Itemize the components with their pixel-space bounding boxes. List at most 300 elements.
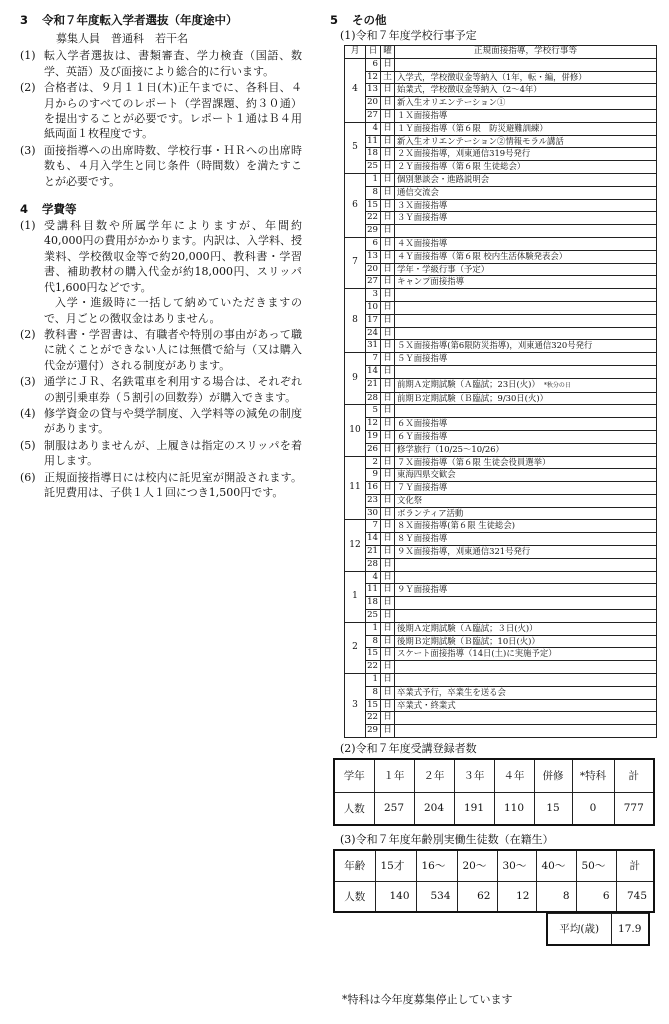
calendar-event-text: ９Ｙ面接指導 [397, 584, 448, 595]
item-text-block [44, 406, 302, 437]
item-number: (5) [20, 438, 36, 452]
calendar-event-text: 始業式，学校徴収金等納入（2～4年） [397, 84, 542, 95]
section-4-items [20, 218, 302, 500]
calendar-event-text: ６Ｙ面接指導 [397, 430, 448, 441]
calendar-row [345, 71, 657, 84]
registration-table [333, 758, 655, 826]
calendar-event-text: 新入生オリエンテーション① [397, 97, 506, 108]
calendar-event [395, 661, 657, 674]
calendar-weekday: 日 [381, 469, 395, 482]
registration-value-cell: 110 [494, 792, 534, 825]
calendar-weekday: 日 [381, 725, 395, 738]
registration-header-row [334, 759, 654, 792]
section-3-items [20, 48, 302, 189]
calendar-weekday: 日 [381, 84, 395, 97]
calendar-weekday: 日 [381, 610, 395, 623]
calendar-event-text: ６Ｘ面接指導 [397, 418, 448, 429]
age-value-cell: 人数 [334, 881, 375, 912]
calendar-event [395, 109, 657, 122]
calendar-day: 7 [366, 520, 381, 533]
calendar-weekday: 日 [381, 661, 395, 674]
calendar-event-text: 後期Ｂ定期試験（Ｂ臨試；10日(火)） [397, 635, 540, 646]
list-item [20, 327, 302, 373]
calendar-day: 8 [366, 686, 381, 699]
calendar-month: 7 [345, 237, 366, 288]
age-header-cell: 15才 [375, 850, 416, 881]
calendar-event [395, 418, 657, 431]
calendar-event [395, 161, 657, 174]
registration-value-cell: 人数 [334, 792, 374, 825]
calendar-day: 19 [366, 430, 381, 443]
average-age-label: 平均(歳) [547, 914, 611, 945]
calendar-event-text: ５Ｙ面接指導 [397, 353, 448, 364]
calendar-weekday: 日 [381, 263, 395, 276]
calendar-event [395, 71, 657, 84]
age-value-cell: 534 [416, 881, 457, 912]
section-3-heading [20, 12, 302, 28]
registration-header-cell: 併修 [534, 759, 572, 792]
calendar-event-text: ３Ｙ面接指導 [397, 212, 448, 223]
calendar-weekday: 日 [381, 340, 395, 353]
calendar-event-text: 東海四県交歓会 [397, 469, 456, 480]
calendar-event [395, 443, 657, 456]
calendar-row [345, 58, 657, 71]
list-item [20, 48, 302, 79]
calendar-day: 4 [366, 571, 381, 584]
calendar-month: 2 [345, 622, 366, 673]
calendar-row [345, 173, 657, 186]
calendar-weekday: 日 [381, 674, 395, 687]
calendar-row [345, 482, 657, 495]
calendar-weekday: 日 [381, 418, 395, 431]
calendar-row [345, 456, 657, 469]
registration-header-cell: ２年 [414, 759, 454, 792]
calendar-month: 6 [345, 173, 366, 237]
age-value-cell: 8 [536, 881, 576, 912]
calendar-row [345, 507, 657, 520]
calendar-day: 17 [366, 314, 381, 327]
calendar-row [345, 635, 657, 648]
calendar-header-events: 正規面接指導，学校行事等 [395, 46, 657, 59]
calendar-weekday: 日 [381, 186, 395, 199]
calendar-event-text: 個別懇談会・進路説明会 [397, 173, 490, 184]
calendar-day: 22 [366, 712, 381, 725]
calendar-row [345, 520, 657, 533]
age-value-cell: 12 [497, 881, 536, 912]
calendar-row [345, 648, 657, 661]
calendar-day: 12 [366, 71, 381, 84]
calendar-weekday: 日 [381, 225, 395, 238]
calendar-weekday: 日 [381, 122, 395, 135]
calendar-row [345, 135, 657, 148]
calendar-weekday: 日 [381, 456, 395, 469]
calendar-event [395, 456, 657, 469]
calendar-day: 25 [366, 161, 381, 174]
calendar-row [345, 533, 657, 546]
age-header-cell: 年齢 [334, 850, 375, 881]
footnote: *特科は今年度募集停止しています [342, 992, 513, 1006]
calendar-day: 21 [366, 546, 381, 559]
calendar-event [395, 301, 657, 314]
calendar-event [395, 148, 657, 161]
registration-header-cell: ３年 [454, 759, 494, 792]
item-text: 合格者は、９月１１日(木)正午までに、各科目、４月からのすべてのレポート（学習課題、約３０通）を提出することが必要です。レポート１通はＢ４用紙両面１枚程度です。 [44, 81, 302, 141]
calendar-row [345, 237, 657, 250]
calendar-weekday: 日 [381, 584, 395, 597]
calendar-day: 11 [366, 584, 381, 597]
calendar-row [345, 725, 657, 738]
age-distribution-table [333, 849, 655, 913]
calendar-day: 13 [366, 84, 381, 97]
item-text-block [44, 80, 302, 142]
calendar-header-month: 月 [345, 46, 366, 59]
calendar-event [395, 533, 657, 546]
calendar-weekday: 日 [381, 712, 395, 725]
calendar-event-text: ８Ｘ面接指導(第６限 生徒総会) [397, 520, 516, 531]
calendar-row [345, 84, 657, 97]
registration-value-cell: 0 [572, 792, 614, 825]
calendar-weekday: 日 [381, 622, 395, 635]
section-5-title: その他 [352, 13, 387, 27]
calendar-event [395, 378, 657, 392]
calendar-weekday: 日 [381, 482, 395, 495]
calendar-event-text: 文化祭 [397, 494, 423, 505]
calendar-event-text: 卒業式予行，卒業生を送る会 [397, 686, 506, 697]
calendar-day: 15 [366, 199, 381, 212]
calendar-weekday: 日 [381, 301, 395, 314]
calendar-event [395, 584, 657, 597]
calendar-weekday: 日 [381, 494, 395, 507]
calendar-day: 18 [366, 148, 381, 161]
calendar-row [345, 353, 657, 366]
calendar-row [345, 661, 657, 674]
calendar-event-text: ４Ｙ面接指導（第６限 校内生活体験発表会） [397, 250, 568, 261]
section-5-number: 5 [330, 13, 339, 27]
calendar-event [395, 648, 657, 661]
section-3-number: 3 [20, 13, 29, 27]
calendar-weekday: 日 [381, 289, 395, 302]
calendar-row [345, 392, 657, 405]
calendar-day: 20 [366, 97, 381, 110]
age-header-row [334, 850, 654, 881]
item-number: (1) [20, 49, 36, 63]
calendar-weekday: 日 [381, 533, 395, 546]
calendar-day: 15 [366, 699, 381, 712]
section-transfer-admission [20, 12, 302, 189]
calendar-row [345, 250, 657, 263]
calendar-day: 18 [366, 597, 381, 610]
calendar-row [345, 276, 657, 289]
calendar-row [345, 558, 657, 571]
item-number: (1) [20, 219, 36, 233]
calendar-event [395, 84, 657, 97]
right-column [330, 12, 660, 1007]
calendar-weekday: 日 [381, 109, 395, 122]
calendar-weekday: 日 [381, 699, 395, 712]
item-number: (2) [20, 327, 36, 341]
section-5-heading [330, 12, 660, 28]
calendar-row [345, 622, 657, 635]
calendar-body [345, 58, 657, 737]
calendar-weekday: 日 [381, 558, 395, 571]
calendar-event [395, 186, 657, 199]
calendar-day: 8 [366, 635, 381, 648]
calendar-event [395, 263, 657, 276]
calendar-day: 13 [366, 250, 381, 263]
item-text: 転入学者選抜は、書類審査、学力検査（国語、数学、英語）及び面接により総合的に行います。 [44, 49, 302, 78]
calendar-event [395, 622, 657, 635]
registration-value-cell: 777 [614, 792, 654, 825]
calendar-weekday: 日 [381, 161, 395, 174]
calendar-event [395, 353, 657, 366]
registration-values-row [334, 792, 654, 825]
age-header-cell: 50～ [576, 850, 616, 881]
registration-header-cell: ４年 [494, 759, 534, 792]
list-item [20, 374, 302, 405]
item-text-block [44, 143, 302, 189]
calendar-row [345, 610, 657, 623]
calendar-row [345, 109, 657, 122]
section-3-title: 令和７年度転入学者選抜（年度途中） [42, 13, 238, 27]
average-age-table [546, 913, 650, 946]
calendar-event-text: ボランティア活動 [397, 507, 464, 518]
calendar-weekday: 日 [381, 97, 395, 110]
calendar-row [345, 712, 657, 725]
calendar-month: 4 [345, 58, 366, 122]
calendar-day: 29 [366, 725, 381, 738]
calendar-day: 2 [366, 456, 381, 469]
calendar-month: 12 [345, 520, 366, 571]
calendar-weekday: 日 [381, 648, 395, 661]
item-text: 修学資金の貸与や奨学制度、入学料等の減免の制度があります。 [44, 406, 302, 436]
calendar-day: 29 [366, 225, 381, 238]
registration-header-cell: *特科 [572, 759, 614, 792]
calendar-day: 7 [366, 353, 381, 366]
age-header-cell: 計 [616, 850, 654, 881]
calendar-row [345, 699, 657, 712]
age-value-cell: 6 [576, 881, 616, 912]
calendar-event-text: ９Ｘ面接指導，刈東通信321号発行 [397, 546, 531, 557]
calendar-row [345, 405, 657, 418]
age-header-cell: 20～ [457, 850, 497, 881]
calendar-event-text: キャンプ面接指導 [397, 276, 464, 287]
calendar-day: 22 [366, 661, 381, 674]
list-item [20, 80, 302, 142]
calendar-event-text: 新入生オリエンテーション②情報モラル講話 [397, 135, 564, 146]
average-age-value: 17.9 [611, 914, 649, 945]
item-text-block [44, 438, 302, 469]
calendar-event-text: 入学式，学校徴収金等納入（1年，転・編，併修） [397, 71, 587, 82]
item-extra-text: 入学・進級時に一括して納めていただきますので、月ごとの徴収金はありません。 [44, 296, 302, 325]
calendar-row [345, 674, 657, 687]
calendar-month: 5 [345, 122, 366, 173]
calendar-event-text: スケート面接指導（14日(土)に実施予定） [397, 648, 557, 659]
calendar-row [345, 686, 657, 699]
calendar-day: 21 [366, 378, 381, 392]
calendar-day: 28 [366, 392, 381, 405]
age-header-cell: 40～ [536, 850, 576, 881]
calendar-weekday: 日 [381, 135, 395, 148]
calendar-day: 9 [366, 469, 381, 482]
calendar-weekday: 日 [381, 378, 395, 392]
calendar-event-note: *秋分の日 [543, 381, 571, 389]
calendar-day: 31 [366, 340, 381, 353]
calendar-weekday: 土 [381, 71, 395, 84]
item-text: 正規面接指導日には校内に託児室が開設されます。託児費用は、子供１人１回につき1,500円です。 [44, 470, 302, 499]
age-values-row [334, 881, 654, 912]
calendar-event [395, 212, 657, 225]
calendar-weekday: 日 [381, 58, 395, 71]
calendar-day: 26 [366, 443, 381, 456]
registration-value-cell: 191 [454, 792, 494, 825]
calendar-event [395, 327, 657, 340]
calendar-row [345, 571, 657, 584]
calendar-event-text: 修学旅行（10/25～10/26） [397, 443, 504, 454]
calendar-weekday: 日 [381, 353, 395, 366]
calendar-event [395, 276, 657, 289]
calendar-weekday: 日 [381, 430, 395, 443]
calendar-day: 10 [366, 301, 381, 314]
section-4-title: 学費等 [42, 202, 77, 217]
calendar-day: 14 [366, 365, 381, 378]
calendar-header-row [345, 46, 657, 59]
item-number: (3) [20, 143, 36, 157]
calendar-event [395, 610, 657, 623]
calendar-weekday: 日 [381, 405, 395, 418]
calendar-event [395, 725, 657, 738]
calendar-event [395, 340, 657, 353]
calendar-event-text: １Ｙ面接指導（第６限 防災避難訓練） [397, 122, 548, 133]
calendar-event-text: 前期Ａ定期試験（Ａ臨試；23日(火)） [397, 378, 540, 389]
calendar-event [395, 289, 657, 302]
calendar-event-text: 通信交流会 [397, 186, 439, 197]
item-text: 制服はありませんが、上履きは指定のスリッパを着用します。 [44, 438, 302, 468]
calendar-month: 10 [345, 405, 366, 456]
calendar-weekday: 日 [381, 199, 395, 212]
registration-header-cell: 学年 [334, 759, 374, 792]
school-events-calendar [344, 45, 657, 738]
calendar-day: 25 [366, 610, 381, 623]
calendar-row [345, 289, 657, 302]
calendar-row [345, 314, 657, 327]
calendar-event [395, 494, 657, 507]
item-text: 面接指導への出席時数、学校行事・ＨＲへの出席時数も、４月入学生と同じ条件（時間数）を満たすことが必要です。 [44, 143, 302, 188]
calendar-row [345, 365, 657, 378]
calendar-event-text: ３Ｘ面接指導 [397, 199, 448, 210]
calendar-weekday: 日 [381, 443, 395, 456]
calendar-event-text: 後期Ａ定期試験（Ａ臨試；３日(火)） [397, 622, 538, 633]
calendar-event [395, 97, 657, 110]
calendar-event-text: ２Ｘ面接指導，刈東通信319号発行 [397, 148, 531, 159]
calendar-row [345, 418, 657, 431]
calendar-row [345, 378, 657, 392]
calendar-row [345, 469, 657, 482]
item-text-block [44, 470, 302, 501]
age-table-title: (3)令和７年度年齢別実働生徒数（在籍生） [340, 833, 554, 847]
item-text-block [44, 48, 302, 79]
average-age-row [547, 914, 649, 945]
calendar-header-weekday: 曜 [381, 46, 395, 59]
registration-header-cell: １年 [374, 759, 414, 792]
age-header-cell: 30～ [497, 850, 536, 881]
left-column [20, 12, 302, 501]
calendar-event [395, 135, 657, 148]
section-fees [20, 201, 302, 500]
age-value-cell: 745 [616, 881, 654, 912]
calendar-weekday: 日 [381, 173, 395, 186]
calendar-day: 4 [366, 122, 381, 135]
calendar-day: 23 [366, 494, 381, 507]
calendar-day: 5 [366, 405, 381, 418]
calendar-row [345, 212, 657, 225]
calendar-event-text: 卒業式・終業式 [397, 699, 456, 710]
item-number: (2) [20, 81, 36, 95]
item-text-block [44, 327, 302, 373]
calendar-row [345, 263, 657, 276]
calendar-title: (1)令和７年度学校行事予定 [340, 29, 477, 42]
calendar-event-text: 前期Ｂ定期試験（Ｂ臨試；9/30日(火)） [397, 392, 548, 403]
item-number: (3) [20, 375, 36, 389]
calendar-day: 12 [366, 418, 381, 431]
calendar-event [395, 635, 657, 648]
calendar-weekday: 日 [381, 507, 395, 520]
item-text-block [44, 218, 302, 326]
calendar-event [395, 699, 657, 712]
calendar-row [345, 148, 657, 161]
calendar-event [395, 405, 657, 418]
registration-header-cell: 計 [614, 759, 654, 792]
calendar-day: 16 [366, 482, 381, 495]
calendar-weekday: 日 [381, 148, 395, 161]
calendar-event [395, 520, 657, 533]
calendar-day: 8 [366, 186, 381, 199]
calendar-event [395, 173, 657, 186]
calendar-event [395, 712, 657, 725]
calendar-event-text: ７Ｘ面接指導（第６限 生徒会役員選挙） [397, 456, 551, 467]
calendar-event [395, 571, 657, 584]
list-item [20, 470, 302, 501]
calendar-day: 24 [366, 327, 381, 340]
calendar-weekday: 日 [381, 212, 395, 225]
calendar-day: 22 [366, 212, 381, 225]
calendar-row [345, 301, 657, 314]
list-item [20, 406, 302, 437]
list-item [20, 438, 302, 469]
calendar-row [345, 122, 657, 135]
calendar-row [345, 430, 657, 443]
calendar-weekday: 日 [381, 314, 395, 327]
item-text: 通学にＪＲ、名鉄電車を利用する場合は、それぞれの割引乗車券（５割引の回数券）が購入できます。 [44, 375, 302, 404]
calendar-event-text: ４Ｘ面接指導 [397, 237, 448, 248]
calendar-row [345, 597, 657, 610]
calendar-month: 8 [345, 289, 366, 353]
item-text: 教科書・学習書は、有職者や特別の事由があって職に就くことができない人には無償で給与（又は購入代金が還付）される制度があります。 [44, 327, 302, 372]
calendar-weekday: 日 [381, 392, 395, 405]
calendar-event [395, 558, 657, 571]
registration-value-cell: 257 [374, 792, 414, 825]
item-number: (4) [20, 406, 36, 420]
calendar-month: 11 [345, 456, 366, 520]
calendar-event [395, 469, 657, 482]
item-text: 受講科目数や所属学年によりますが、年間約40,000円の費用がかかります。内訳は、入学料、授業料、学校徴収金等で約20,000円、教科書・学習書、補助教材の購入代金が約18,000円、スリッパ代1,600円などです。 [44, 219, 302, 294]
calendar-event [395, 430, 657, 443]
calendar-row [345, 584, 657, 597]
calendar-header-day: 日 [366, 46, 381, 59]
calendar-weekday: 日 [381, 686, 395, 699]
calendar-event-text: ５Ｘ面接指導(第6限防災指導)，刈東通信320号発行 [397, 340, 593, 351]
calendar-event-text: １Ｘ面接指導 [397, 109, 448, 120]
calendar-weekday: 日 [381, 365, 395, 378]
